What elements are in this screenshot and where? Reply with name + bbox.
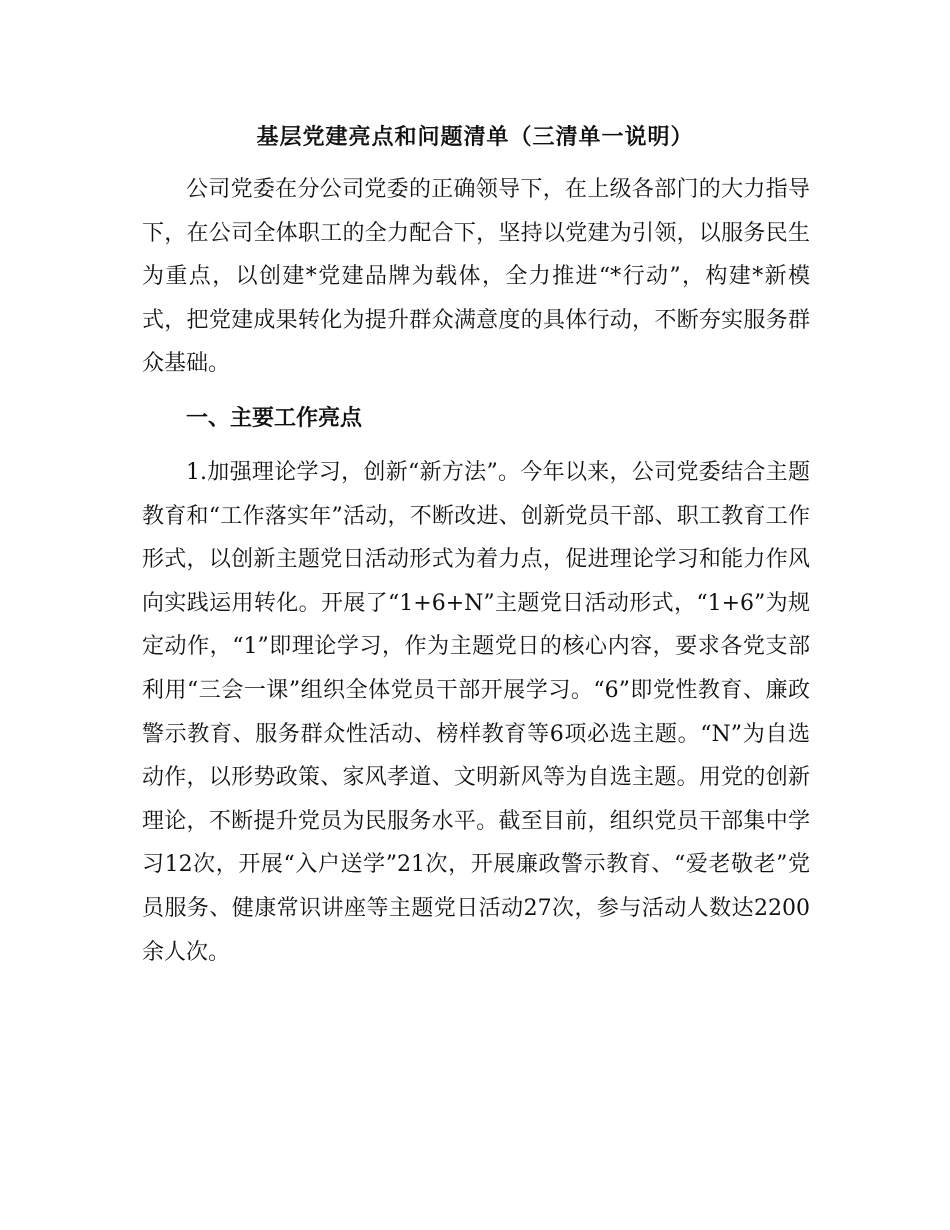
document-title: 基层党建亮点和问题清单（三清单一说明） [256,125,694,150]
intro-paragraph: 公司党委在分公司党委的正确领导下，在上级各部门的大力指导下，在公司全体职工的全力配合下，坚持以党建为引领，以服务民生为重点，以创建*党建品牌为载体，全力推进“*行动”，构建*新模式，把党建成果转化为提升群众满意度的具体行动，不断夯实服务群众基础。 [142,177,810,377]
body-paragraph-1: 1.加强理论学习，创新“新方法”。今年以来，公司党委结合主题教育和“工作落实年”活动，不断改进、创新党员干部、职工教育工作形式，以创新主题党日活动形式为着力点，促进理论学习和能力作风向实践运用转化。开展了“1+6+N”主题党日活动形式，“1+6”为规定动作，“1”即理论学习，作为主题党日的核心内容，要求各党支部利用“三会一课”组织全体党员干部开展学习。“6”即党性教育、廉政警示教育、服务群众性活动、榜样教育等6项必选主题。“N”为自选动作，以形势政策、家风孝道、文明新风等为自选主题。用党的创新理论，不断提升党员为民服务水平。截至目前，组织党员干部集中学习12次，开展“入户送学”21次，开展廉政警示教育、“爱老敬老”党员服务、健康常识讲座等主题党日活动27次，参与活动人数达2200余人次。 [142,460,810,965]
section-heading: 一、主要工作亮点 [186,406,363,431]
